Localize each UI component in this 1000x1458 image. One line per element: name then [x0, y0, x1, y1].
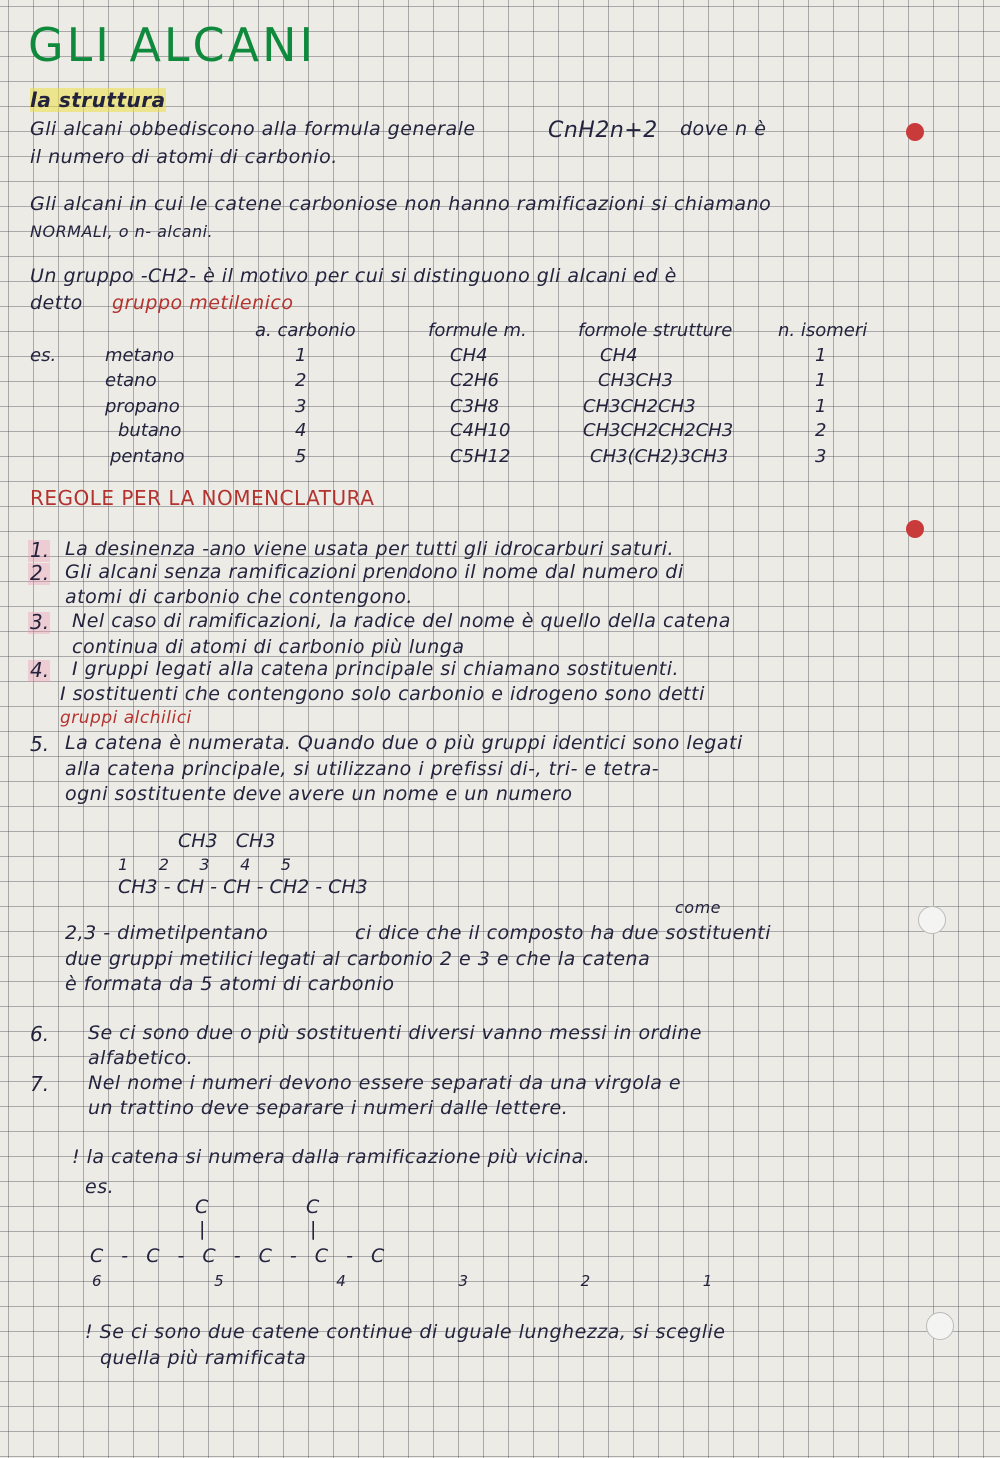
rule-text: ogni sostituente deve avere un nome e un numero [65, 783, 573, 805]
paragraph-line: Gli alcani in cui le catene carboniose non hanno ramificazioni si chiamano [30, 193, 772, 215]
rule-number: 1. [30, 538, 50, 562]
rule-text: I gruppi legati alla catena principale si chiamano sostituenti. [72, 658, 680, 680]
paragraph-line: NORMALI, o n- alcani. [30, 222, 214, 241]
rule-text: Nel nome i numeri devono essere separati da una virgola e [88, 1072, 682, 1094]
page-title: GLI ALCANI [28, 18, 317, 72]
paragraph-line: Un gruppo -CH2- è il motivo per cui si distinguono gli alcani ed è [30, 265, 677, 287]
rule-number: 6. [30, 1022, 50, 1046]
table-cell-isomers: 1 [815, 370, 827, 391]
molecule2-branch-carbon: C [195, 1196, 209, 1218]
rule-text: un trattino deve separare i numeri dalle lettere. [88, 1097, 569, 1119]
table-cell-isomers: 1 [815, 396, 827, 417]
molecule2-main-chain: C - C - C - C - C - C [90, 1245, 385, 1267]
rule-text: Se ci sono due o più sostituenti diversi vanno messi in ordine [88, 1022, 702, 1044]
table-cell-name: pentano [110, 446, 185, 467]
table-cell-name: metano [105, 345, 175, 366]
molecule-main-chain: CH3 - CH - CH - CH2 - CH3 [118, 876, 368, 898]
section-heading-nomenclatura: REGOLE PER LA NOMENCLATURA [30, 486, 375, 510]
paragraph-line: Gli alcani obbediscono alla formula generale [30, 118, 476, 140]
table-cell-carbon: 2 [295, 370, 307, 391]
explanation-line: ci dice che il composto ha due sostituenti [355, 922, 772, 944]
note-line: ! Se ci sono due catene continue di uguale lunghezza, si sceglie [85, 1321, 726, 1343]
table-cell-isomers: 3 [815, 446, 827, 467]
table-cell-structure: CH3CH3 [598, 370, 674, 391]
rule-text: alfabetico. [88, 1047, 194, 1069]
table-cell-name: etano [105, 370, 157, 391]
rule-text: I sostituenti che contengono solo carbonio e idrogeno sono detti [60, 683, 705, 705]
table-header: formole strutture [578, 320, 733, 341]
rule-text: Gli alcani senza ramificazioni prendono il nome dal numero di [65, 561, 684, 583]
table-cell-formula: CH4 [450, 345, 488, 366]
table-header: a. carbonio [255, 320, 356, 341]
rule-number: 4. [30, 658, 50, 682]
binder-hole [926, 1312, 954, 1340]
molecule2-branch-bond: | [199, 1218, 206, 1240]
rule-number: 7. [30, 1072, 50, 1096]
note-line: quella più ramificata [100, 1347, 307, 1369]
compound-name: 2,3 - dimetilpentano [65, 922, 269, 944]
table-header: n. isomeri [778, 320, 868, 341]
rule-number: 2. [30, 561, 50, 585]
molecule-branches: CH3 CH3 [178, 830, 276, 852]
example-label: es. [85, 1176, 115, 1198]
rule-text: La catena è numerata. Quando due o più gruppi identici sono legati [65, 732, 743, 754]
term-gruppi-alchilici: gruppi alchilici [60, 708, 192, 728]
table-cell-formula: C5H12 [450, 446, 511, 467]
table-cell-name: propano [105, 396, 180, 417]
table-cell-structure: CH3CH2CH3 [583, 396, 696, 417]
molecule-carbon-numbers: 1 2 3 4 5 [118, 855, 291, 874]
rule-text: atomi di carbonio che contengono. [65, 586, 413, 608]
table-es-label: es. [30, 345, 57, 366]
molecule2-carbon-numbers: 6 5 4 3 2 1 [92, 1272, 713, 1290]
table-cell-carbon: 1 [295, 345, 307, 366]
rule-text: continua di atomi di carbonio più lunga [72, 636, 465, 658]
binder-hole-marker [906, 520, 924, 538]
section-heading-struttura: la struttura [30, 88, 166, 112]
molecule2-branch-bond: | [310, 1218, 317, 1240]
table-cell-structure: CH3(CH2)3CH3 [590, 446, 729, 467]
table-cell-formula: C2H6 [450, 370, 500, 391]
table-cell-carbon: 5 [295, 446, 307, 467]
table-cell-carbon: 3 [295, 396, 307, 417]
note-line: ! la catena si numera dalla ramificazione più vicina. [72, 1146, 591, 1168]
rule-text: Nel caso di ramificazioni, la radice del nome è quello della catena [72, 610, 731, 632]
general-formula: CnH2n+2 [548, 118, 658, 143]
table-header: formule m. [428, 320, 527, 341]
explanation-line: è formata da 5 atomi di carbonio [65, 973, 395, 995]
table-cell-isomers: 2 [815, 420, 827, 441]
rule-number: 3. [30, 610, 50, 634]
table-cell-formula: C3H8 [450, 396, 500, 417]
paragraph-line: detto [30, 292, 83, 314]
table-cell-formula: C4H10 [450, 420, 511, 441]
explanation-line: due gruppi metilici legati al carbonio 2 e 3 e che la catena [65, 948, 651, 970]
paragraph-line: il numero di atomi di carbonio. [30, 146, 338, 168]
table-cell-isomers: 1 [815, 345, 827, 366]
table-cell-structure: CH4 [600, 345, 638, 366]
table-cell-name: butano [118, 420, 182, 441]
molecule2-branch-carbon: C [306, 1196, 320, 1218]
explanation-line: come [675, 898, 722, 917]
table-cell-structure: CH3CH2CH2CH3 [583, 420, 734, 441]
table-cell-carbon: 4 [295, 420, 307, 441]
binder-hole-marker [906, 123, 924, 141]
term-gruppo-metilenico: gruppo metilenico [112, 292, 294, 314]
binder-hole [918, 906, 946, 934]
paragraph-line: dove n è [680, 118, 767, 140]
rule-number: 5. [30, 732, 50, 756]
rule-text: alla catena principale, si utilizzano i prefissi di-, tri- e tetra- [65, 758, 660, 780]
rule-text: La desinenza -ano viene usata per tutti gli idrocarburi saturi. [65, 538, 675, 560]
